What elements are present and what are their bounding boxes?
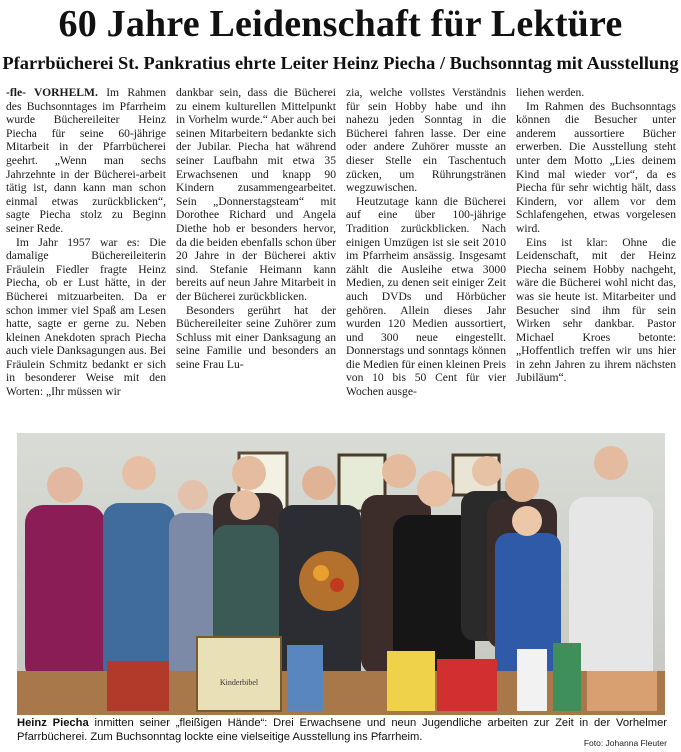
paragraph: zia, welche vollstes Verständnis für sein Hobby habe und ihn nahezu jeden Sonntag in die Bücherei fahren lasse. Der eine oder andere Zuhörer musste an dieser Stelle ein Taschentuch zücken, um Rührungstränen wegzuwischen. [346,86,506,195]
paragraph: dankbar sein, dass die Bücherei zu einem kulturellen Mittelpunkt in Vorhelm wurde.“ Aber auch bei seinen Mitarbeitern bedankte sich der Jubilar. Piecha hat während seiner Laufbahn mit etwa 35 Erwachsenen und knapp 90 Kindern zusammengearbeitet. Sein „Donnerstagsteam“ mit Dorothee Richard und Angela Diethe hob er besonders hervor, da die beiden ebenfalls schon über 20 Jahre in der Bücherei aktiv sind. Stefanie Heimann kann bereits auf neun Jahre Mitarbeit in der Bücherei zurückblicken. [176,86,336,303]
caption-lead: Heinz Piecha [17,717,89,729]
paragraph-text: Im Rahmen des Buchsonntages im Pfarrheim wurde Büchereileiter Heinz Piecha für seine 60-jährige Mitarbeit in der Pfarrbücherei geehrt. „Wenn man sechs Jahrzehnte in der Bücherei-arbeit tätig ist, dann kann man schon einmal etwas zurückblicken“, sagte Piecha stolz zu Beginn seiner Rede. [6,86,166,235]
paragraph: Im Jahr 1957 war es: Die damalige Büchereileiterin Fräulein Fiedler fragte Heinz Piecha, ob er Lust hätte, in der Bücherei mitzuarbeiten. Da er schon immer viel Spaß am Lesen hatte, sagte er gerne zu. Neben kleinen Anekdoten sprach Piecha auch viele Danksagungen aus. Bei Fräulein Schmitz bedankt er sich in besonderer Weise mit den Worten: „Ihr müssen wir [6,235,166,399]
paragraph: liehen werden. [516,86,585,99]
book [197,637,281,711]
group-photo [17,433,665,715]
book [287,645,323,711]
dateline: -fle- VORHELM. [6,86,98,99]
headline: 60 Jahre Leidenschaft für Lektüre [58,3,623,45]
paragraph: Eins ist klar: Ohne die Leidenschaft, mit der Heinz Piecha seinem Hobby nachgeht, wäre die Bücherei wohl nicht das, was sie heute ist. Mitarbeiter und Besucher sind ihm für sein Wirken sehr dankbar. Pastor Michael Kroes betonte: „Hoffentlich treffen wir uns hier in zehn Jahren zu ihrem nächsten Jubiläum“. [516,235,676,385]
book [387,651,435,711]
flower-bouquet [299,551,359,611]
caption-text: inmitten seiner „fleißigen Hände“: Drei Erwachsene und neun Jugendliche arbeiten zur Zeit in der Vorhelmer Pfarrbücherei. Zum Buchsonntag lockte eine vielseitige Ausstellung ins Pfarrheim. [17,717,668,743]
article-column-3 [346,86,506,421]
paragraph: Besonders gerührt hat der Büchereileiter seine Zuhörer zum Schluss mit einer Danksagung an seine Familie und besonders an seine Frau Lu- [176,303,336,371]
article-column-2 [176,86,336,421]
article-column-1 [6,86,166,421]
photo-caption [17,716,667,744]
book [553,643,581,711]
book [437,659,497,711]
photo-credit: Foto: Johanna Fleuter [583,738,667,748]
book-title: Kinderbibel [219,678,259,687]
paragraph [6,86,166,236]
subheadline: Pfarrbücherei St. Pankratius ehrte Leiter Heinz Piecha / Buchsonntag mit Ausstellung [2,53,679,73]
book [107,661,169,711]
paragraph: Heutzutage kann die Bücherei auf eine über 100-jährige Tradition zurückblicken. Nach einigen Umzügen ist sie seit 2010 im Pfarrheim ansässig. Insgesamt zählt die Ausleihe etwa 3000 Medien, zu denen seit einiger Zeit auch DVDs und Hörbücher gehören. Allein dieses Jahr wurden 120 Medien aussortiert, und 300 neue eingestellt. Donnerstags und sonntags können die Medien für einen kleinen Preis von 10 bis 50 Cent für vier Wochen ausge- [346,194,506,399]
book [517,649,547,711]
article-body [6,86,676,421]
book [587,671,657,711]
group-photo-illustration [17,433,665,715]
paragraph: Im Rahmen des Buchsonntags können die Besucher unter anderem aussortiere Bücher erwerben. Die Ausstellung steht unter dem Motto „Lies deinem Kind mal wieder vor“, da es Piecha für sehr wichtig hält, dass Kindern, vor allem vor dem Schlafengehen, etwas vorgelesen wird. [516,99,676,235]
article-column-4 [516,86,676,421]
